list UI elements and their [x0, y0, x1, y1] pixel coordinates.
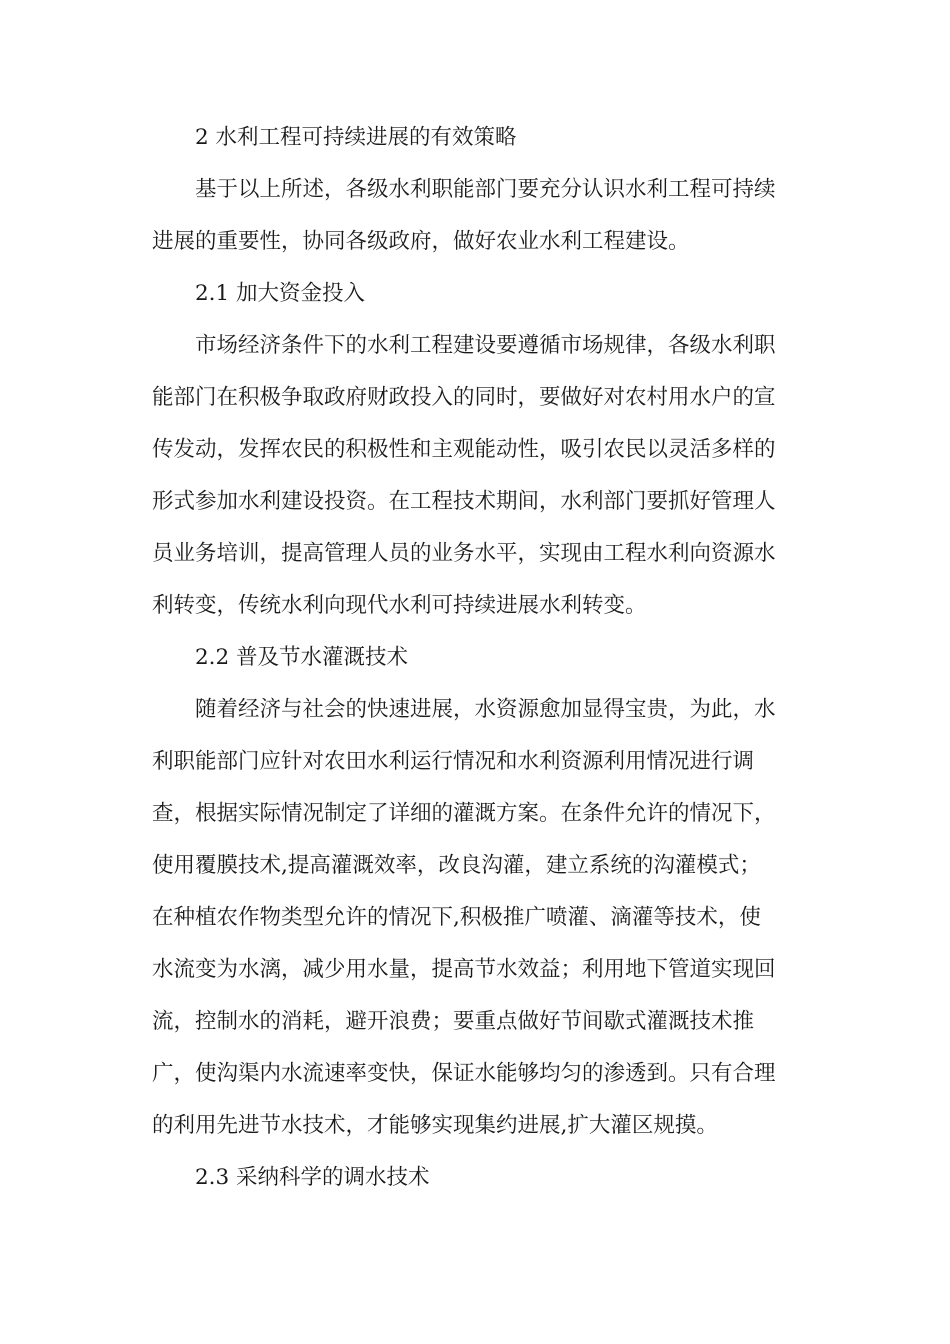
paragraph-line: 利转变，传统水利向现代水利可持续进展水利转变。 [152, 593, 647, 618]
intro-paragraph [152, 164, 802, 268]
paragraph-line: 基于以上所述，各级水利职能部门要充分认识水利工程可持续 [195, 177, 776, 202]
section-heading-2-2: 2.2 普及节水灌溉技术 [195, 645, 409, 670]
section-heading-2-1: 2.1 加大资金投入 [195, 281, 366, 306]
paragraph-line: 的利用先进节水技术，才能够实现集约进展,扩大灌区规摸。 [152, 1113, 718, 1138]
paragraph-line: 使用覆膜技术,提高灌溉效率，改良沟灌，建立系统的沟灌模式； [152, 853, 761, 878]
paragraph-line: 员业务培训，提高管理人员的业务水平，实现由工程水利向资源水 [152, 541, 776, 566]
paragraph-line: 能部门在积极争取政府财政投入的同时，要做好对农村用水户的宣 [152, 385, 776, 410]
paragraph-line: 流，控制水的消耗，避开浪费；要重点做好节间歇式灌溉技术推 [152, 1009, 755, 1034]
paragraph-line: 利职能部门应针对农田水利运行情况和水利资源利用情况进行调 [152, 749, 755, 774]
section-heading-2: 2 水利工程可持续进展的有效策略 [195, 125, 517, 150]
paragraph-line: 随着经济与社会的快速进展，水资源愈加显得宝贵，为此，水 [195, 697, 776, 722]
paragraph-line: 形式参加水利建设投资。在工程技术期间，水利部门要抓好管理人 [152, 489, 776, 514]
paragraph-line: 水流变为水漓，减少用水量，提高节水效益；利用地下管道实现回 [152, 957, 776, 982]
paragraph-2-1 [152, 320, 802, 632]
paragraph-line: 广，使沟渠内水流速率变快，保证水能够均匀的渗透到。只有合理 [152, 1061, 776, 1086]
paragraph-line: 市场经济条件下的水利工程建设要遵循市场规律，各级水利职 [195, 333, 776, 358]
document-body [152, 112, 802, 1204]
paragraph-line: 在种植农作物类型允许的情况下,积极推广喷灌、滴灌等技术，使 [152, 905, 761, 930]
section-heading-2-3: 2.3 采纳科学的调水技术 [195, 1165, 430, 1190]
paragraph-2-2 [152, 684, 802, 1152]
paragraph-line: 传发动，发挥农民的积极性和主观能动性，吸引农民以灵活多样的 [152, 437, 776, 462]
paragraph-line: 进展的重要性，协同各级政府，做好农业水利工程建设。 [152, 229, 690, 254]
paragraph-line: 查，根据实际情况制定了详细的灌溉方案。在条件允许的情况下， [152, 801, 776, 826]
